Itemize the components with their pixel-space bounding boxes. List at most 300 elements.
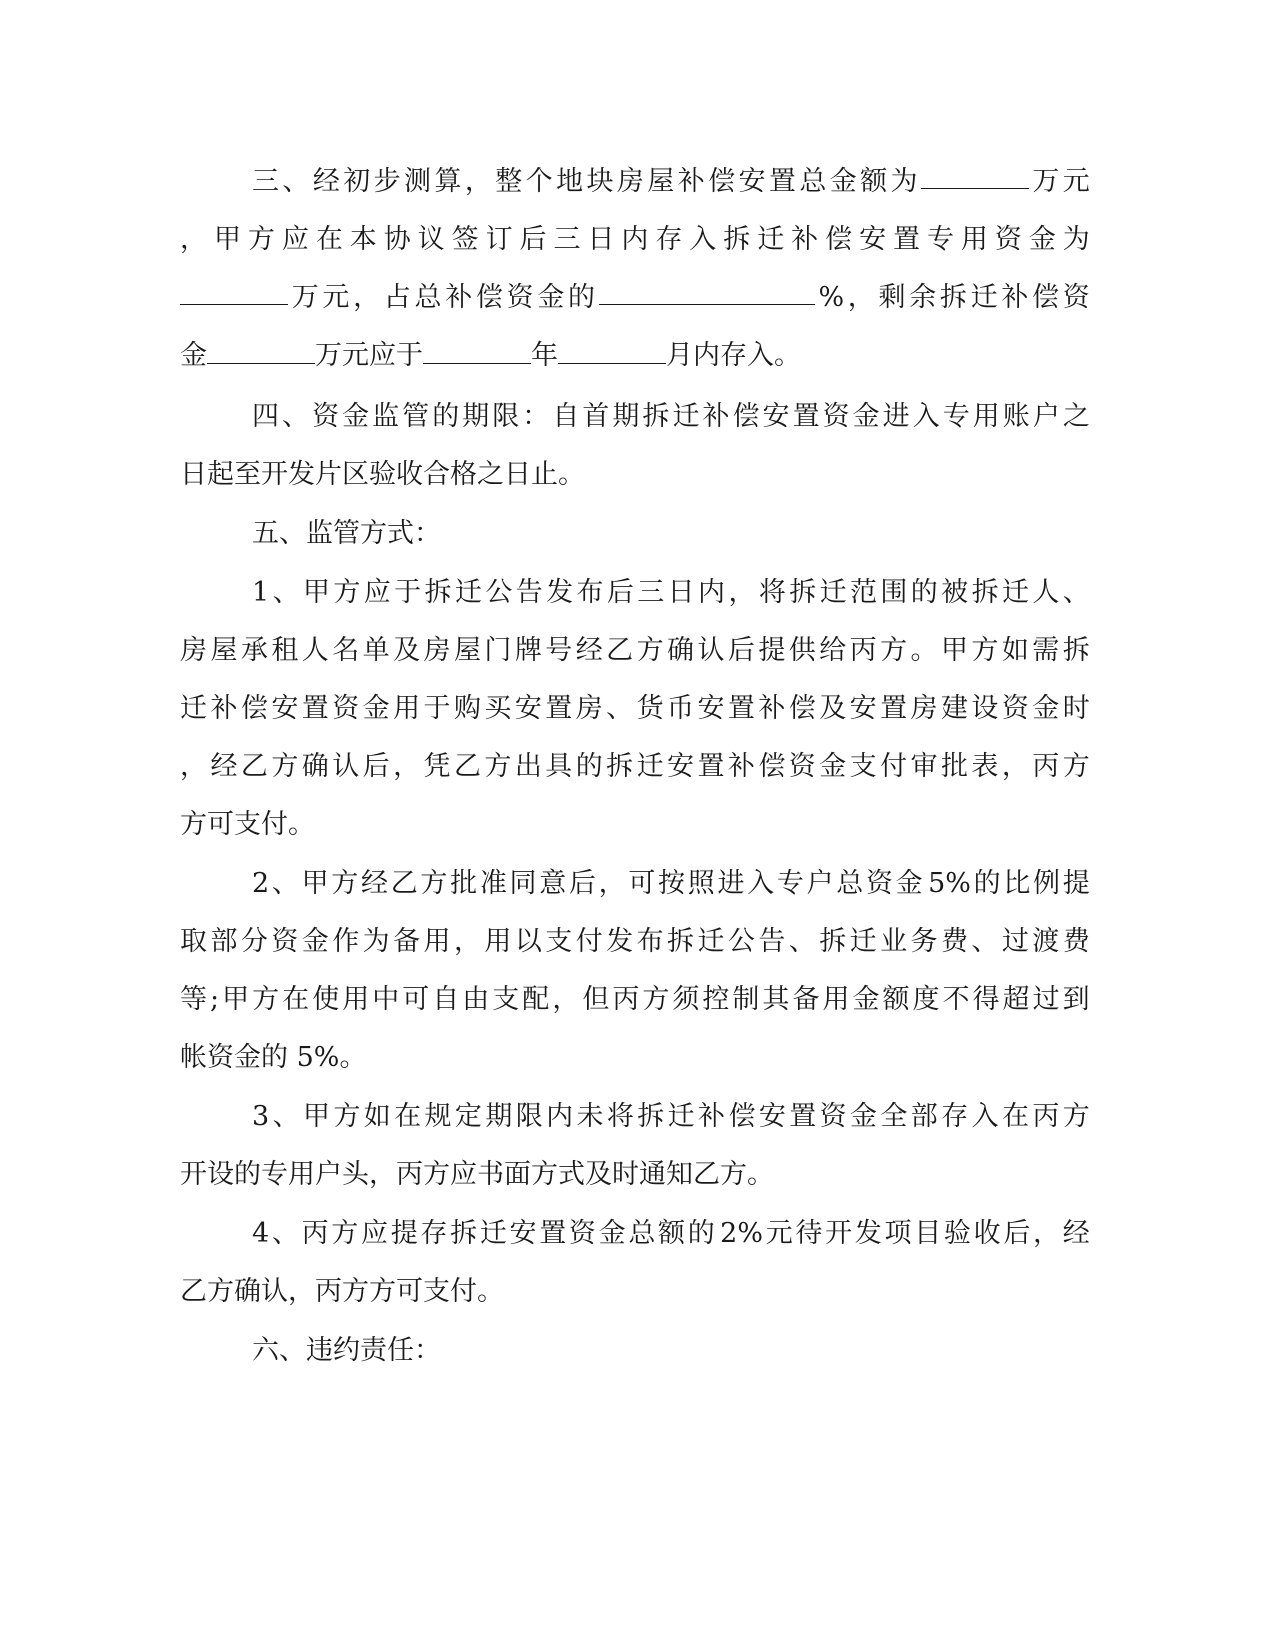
text-glyph: 迁	[454, 577, 482, 608]
text-glyph: ，	[728, 577, 756, 608]
text-glyph: ，	[393, 751, 421, 782]
text-glyph: 剩	[878, 282, 906, 313]
text-glyph: 补	[702, 401, 730, 432]
text-glyph: 及	[585, 1159, 612, 1190]
text-glyph: 在	[394, 1101, 422, 1132]
text-glyph: 迁	[970, 282, 998, 313]
text-glyph: 屋	[453, 635, 481, 666]
text-glyph: 补	[1001, 282, 1029, 313]
text-glyph: 补	[210, 693, 238, 724]
text-glyph: 安	[762, 401, 790, 432]
text-glyph: 户	[806, 868, 834, 899]
text-glyph: 丙	[612, 984, 640, 1015]
text-glyph: 提	[1062, 868, 1090, 899]
text-glyph: 期	[462, 401, 490, 432]
text-glyph: 偿	[758, 751, 786, 782]
text-glyph: 安	[859, 224, 887, 255]
section4-line-2	[180, 455, 1090, 495]
text-glyph: 补	[677, 166, 705, 197]
text-glyph: 置	[697, 751, 725, 782]
text-glyph: 房	[180, 635, 207, 666]
text-glyph: 的	[687, 1218, 715, 1249]
text-glyph: 金	[537, 282, 565, 313]
text-glyph: 资	[1062, 282, 1090, 313]
text-glyph: 三	[252, 166, 279, 197]
text-glyph: 方	[331, 868, 359, 899]
text-glyph: 准	[479, 868, 507, 899]
text-glyph: 拆	[642, 401, 670, 432]
text-glyph: 批	[450, 868, 478, 899]
text-glyph: 门	[484, 635, 512, 666]
text-glyph: 内	[546, 1101, 574, 1132]
text-glyph: 元	[322, 282, 350, 313]
text-glyph: 用	[484, 926, 512, 957]
text-glyph: 表	[971, 751, 999, 782]
text-glyph: 帐	[180, 1042, 207, 1073]
text-glyph: 乙	[180, 1276, 207, 1307]
text-glyph: ：	[414, 518, 441, 549]
text-glyph: 人	[301, 635, 329, 666]
text-glyph: 在	[315, 224, 343, 255]
text-glyph: 支	[234, 809, 261, 840]
text-glyph: 发	[288, 459, 315, 490]
text-glyph: 迁	[1001, 577, 1029, 608]
text-glyph: 格	[450, 459, 477, 490]
text-glyph: 过	[1032, 984, 1060, 1015]
text-glyph: 开	[180, 1159, 207, 1190]
text-glyph: 入	[912, 401, 940, 432]
text-glyph: 偿	[1032, 282, 1060, 313]
text-glyph: 名	[332, 635, 360, 666]
text-glyph: 提	[390, 1218, 418, 1249]
text-glyph: 、	[971, 926, 999, 957]
text-glyph: 偿	[240, 693, 268, 724]
text-glyph: 之	[477, 459, 504, 490]
text-glyph: 方	[720, 1159, 747, 1190]
item3-line-2	[180, 1155, 1090, 1195]
text-glyph: 方	[971, 635, 999, 666]
text-glyph: 超	[1002, 984, 1030, 1015]
text-glyph: 用	[342, 984, 370, 1015]
text-glyph: 、	[606, 693, 634, 724]
text-glyph: 议	[417, 224, 445, 255]
text-glyph	[288, 1042, 297, 1073]
text-glyph: 金	[362, 693, 390, 724]
text-glyph: 置	[301, 693, 329, 724]
text-glyph: 告	[758, 926, 786, 957]
text-glyph: 乙	[240, 751, 268, 782]
text-glyph: 全	[880, 1101, 908, 1132]
text-glyph: 牌	[514, 635, 542, 666]
text-glyph: 应	[369, 340, 396, 371]
item1-line-4	[180, 747, 1090, 787]
text-glyph: ，	[464, 166, 492, 197]
text-glyph: 金	[850, 1101, 877, 1132]
text-glyph: 额	[882, 984, 910, 1015]
text-glyph: 偿	[728, 1101, 756, 1132]
text-glyph: 应	[361, 1218, 388, 1249]
fill-in-blank	[558, 337, 666, 364]
text-glyph: 甲	[302, 1101, 330, 1132]
text-glyph: 丙	[396, 1159, 423, 1190]
text-glyph: 置	[880, 693, 908, 724]
text-glyph: 经	[210, 751, 238, 782]
text-glyph: 号	[545, 635, 573, 666]
text-glyph: 甲	[301, 868, 329, 899]
text-glyph: 。	[774, 340, 801, 371]
text-glyph: 取	[180, 926, 207, 957]
text-glyph: ，	[1033, 1218, 1061, 1249]
text-glyph: 之	[1062, 401, 1090, 432]
text-glyph: 方	[342, 1276, 369, 1307]
text-glyph: 专	[926, 224, 954, 255]
text-glyph: 部	[910, 1101, 938, 1132]
text-glyph: 2	[252, 868, 270, 899]
text-glyph: 验	[943, 1218, 971, 1249]
text-glyph: 度	[912, 984, 940, 1015]
text-glyph: ，	[288, 1276, 315, 1307]
text-glyph: 总	[628, 1218, 656, 1249]
text-glyph: 金	[598, 1218, 626, 1249]
text-glyph: 签	[451, 224, 479, 255]
text-glyph: 公	[727, 926, 755, 957]
text-glyph: 头	[342, 1159, 369, 1190]
text-glyph: 协	[383, 224, 411, 255]
text-glyph: 步	[373, 166, 401, 197]
text-glyph: 丙	[1032, 751, 1060, 782]
text-glyph: 应	[450, 1159, 477, 1190]
text-glyph: 补	[758, 693, 786, 724]
fill-in-blank	[423, 337, 531, 364]
text-glyph: 确	[667, 635, 694, 666]
text-glyph: 金	[234, 1042, 261, 1073]
text-glyph: 总	[799, 166, 827, 197]
section3-line-4	[180, 336, 1090, 376]
text-glyph: 供	[788, 635, 816, 666]
text-glyph: 资	[1001, 693, 1029, 724]
text-glyph: 方	[333, 1101, 361, 1132]
text-glyph: 经	[1062, 1218, 1090, 1249]
text-glyph: 将	[758, 577, 786, 608]
section6-heading	[252, 1331, 1090, 1371]
text-glyph: 进	[882, 401, 910, 432]
text-glyph: 屋	[647, 166, 675, 197]
text-glyph: 方	[247, 224, 275, 255]
text-glyph: 资	[568, 1218, 596, 1249]
text-glyph: 入	[747, 340, 774, 371]
text-glyph: 房	[616, 166, 644, 197]
text-glyph: 偿	[732, 401, 760, 432]
text-glyph: 。	[477, 1276, 504, 1307]
text-glyph: 迁	[757, 224, 785, 255]
text-glyph: 配	[522, 984, 550, 1015]
text-glyph: 拆	[450, 1218, 478, 1249]
text-glyph: 内	[621, 224, 649, 255]
text-glyph: 人	[1032, 577, 1060, 608]
text-glyph: 收	[396, 459, 423, 490]
text-glyph: 丙	[315, 1276, 342, 1307]
text-glyph: 2%	[720, 1218, 763, 1249]
text-glyph: 同	[509, 868, 537, 899]
text-glyph: 5%	[296, 1042, 340, 1073]
text-glyph: 补	[698, 1101, 726, 1132]
text-glyph: 制	[732, 984, 760, 1015]
text-glyph: 安	[758, 1101, 786, 1132]
text-glyph: 专	[776, 868, 804, 899]
text-glyph: 占	[383, 282, 411, 313]
text-glyph: 资	[865, 868, 893, 899]
text-glyph: 金	[852, 984, 880, 1015]
text-glyph: 后	[362, 751, 390, 782]
text-glyph: 具	[545, 751, 573, 782]
text-glyph: 开	[825, 1218, 853, 1249]
text-glyph: 时	[612, 1159, 639, 1190]
text-glyph: 通	[639, 1159, 666, 1190]
text-glyph: 监	[306, 518, 333, 549]
text-glyph: 金	[829, 166, 857, 197]
fill-in-blank	[921, 162, 1029, 189]
text-glyph: 个	[525, 166, 553, 197]
text-glyph: 。	[910, 635, 938, 666]
text-glyph: 、	[279, 1335, 306, 1366]
item1-line-1	[252, 573, 1090, 613]
text-glyph: 资	[788, 751, 816, 782]
text-glyph: 日	[667, 577, 695, 608]
text-glyph: 等	[180, 984, 207, 1015]
text-glyph: 式	[558, 1159, 585, 1190]
text-glyph: 三	[637, 577, 665, 608]
text-glyph: 、	[272, 1101, 300, 1132]
text-glyph: 需	[1032, 635, 1060, 666]
text-glyph: 拆	[637, 1101, 665, 1132]
text-glyph: 金	[180, 340, 207, 371]
text-glyph: 安	[514, 693, 542, 724]
text-glyph: 在	[282, 984, 310, 1015]
text-glyph: 的	[234, 1159, 261, 1190]
text-glyph: 后	[1003, 1218, 1031, 1249]
text-glyph: 给	[819, 635, 847, 666]
text-glyph: 经	[312, 166, 340, 197]
text-glyph: 的	[973, 868, 1001, 899]
text-glyph: 控	[702, 984, 730, 1015]
text-glyph: 及	[393, 635, 421, 666]
text-glyph: 应	[281, 224, 309, 255]
text-glyph: 买	[484, 693, 512, 724]
text-glyph: 、	[271, 868, 299, 899]
text-glyph: 围	[880, 577, 908, 608]
text-glyph: 年	[531, 340, 558, 371]
text-glyph: 的	[261, 1042, 288, 1073]
text-glyph: ，	[1001, 751, 1029, 782]
text-glyph: 置	[792, 401, 820, 432]
text-glyph: 金	[852, 401, 880, 432]
item4-line-1	[252, 1214, 1090, 1254]
item1-line-3	[180, 689, 1090, 729]
text-glyph: ，	[369, 1159, 396, 1190]
text-glyph: 专	[261, 1159, 288, 1190]
text-glyph: 单	[362, 635, 390, 666]
text-glyph: 拆	[606, 751, 634, 782]
text-glyph: 合	[423, 459, 450, 490]
text-glyph: 的	[432, 401, 460, 432]
text-glyph: 确	[234, 1276, 261, 1307]
text-glyph: 拆	[723, 224, 751, 255]
text-glyph: ，	[353, 282, 381, 313]
text-glyph: 可	[628, 868, 656, 899]
text-glyph: 付	[261, 809, 288, 840]
text-glyph: 经	[361, 868, 388, 899]
text-glyph: 资	[822, 401, 850, 432]
text-glyph: 账	[1002, 401, 1030, 432]
text-glyph: 支	[545, 926, 573, 957]
text-glyph: 比	[1003, 868, 1031, 899]
text-glyph: 经	[575, 635, 603, 666]
text-glyph: 认	[332, 751, 360, 782]
text-glyph: 建	[940, 693, 968, 724]
text-glyph: 应	[363, 577, 391, 608]
text-glyph: ，	[552, 984, 580, 1015]
text-glyph: 置	[727, 693, 755, 724]
text-glyph: 方	[369, 1276, 396, 1307]
text-glyph: 限	[515, 1101, 543, 1132]
text-glyph: 自	[432, 984, 460, 1015]
text-glyph: 置	[768, 166, 796, 197]
text-glyph: 拆	[971, 577, 999, 608]
text-glyph: 金	[1028, 224, 1056, 255]
text-glyph: 方	[423, 1159, 450, 1190]
text-glyph: 被	[941, 577, 969, 608]
text-glyph: 定	[454, 1101, 482, 1132]
text-glyph: 首	[582, 401, 610, 432]
text-glyph: 方	[1062, 751, 1090, 782]
text-glyph: 用	[288, 1159, 315, 1190]
text-glyph: 丙	[1032, 1101, 1060, 1132]
text-glyph: 置	[789, 1101, 817, 1132]
text-glyph: 甲	[940, 635, 968, 666]
text-glyph: ，	[453, 926, 481, 957]
text-glyph: 方	[271, 751, 299, 782]
text-glyph: 过	[1001, 926, 1029, 957]
text-glyph: 期	[485, 1101, 513, 1132]
text-glyph: 发	[854, 1218, 882, 1249]
text-glyph: 费	[1062, 926, 1090, 957]
text-glyph: 起	[207, 459, 234, 490]
text-glyph: 。	[747, 1159, 774, 1190]
text-glyph: 支	[423, 1276, 450, 1307]
text-glyph: 违	[306, 1335, 333, 1366]
text-glyph: 5%	[928, 868, 971, 899]
text-glyph: 备	[393, 926, 421, 957]
text-glyph: 房	[575, 693, 603, 724]
text-glyph: 不	[942, 984, 970, 1015]
text-glyph: 设	[207, 1159, 234, 1190]
text-glyph: 、	[282, 166, 310, 197]
text-glyph: 批	[940, 751, 968, 782]
text-glyph: 、	[282, 401, 310, 432]
text-glyph: 自	[552, 401, 580, 432]
item2-line-3	[180, 980, 1090, 1020]
item1-line-5	[180, 805, 1090, 845]
text-glyph: 乙	[606, 635, 634, 666]
text-glyph: 三	[553, 224, 581, 255]
text-glyph: 补	[445, 282, 473, 313]
text-glyph: 房	[423, 635, 451, 666]
text-glyph: ，	[598, 868, 626, 899]
text-glyph: 丙	[849, 635, 877, 666]
text-glyph: 、	[1062, 577, 1090, 608]
text-glyph: 专	[942, 401, 970, 432]
text-glyph: 迁	[672, 401, 700, 432]
text-glyph: 安	[849, 693, 877, 724]
text-glyph: 书	[477, 1159, 504, 1190]
text-glyph: 补	[727, 751, 755, 782]
text-glyph: 凭	[423, 751, 451, 782]
text-glyph: 、	[788, 926, 816, 957]
text-glyph: 限	[492, 401, 520, 432]
item2-line-4	[180, 1038, 1090, 1078]
text-glyph: 认	[697, 635, 725, 666]
text-glyph: 用	[972, 401, 1000, 432]
text-glyph: 五	[252, 518, 279, 549]
text-glyph: 确	[301, 751, 329, 782]
text-glyph: 余	[909, 282, 937, 313]
text-glyph: 迁	[636, 751, 664, 782]
text-glyph: 后	[519, 224, 547, 255]
text-glyph: 渡	[1032, 926, 1060, 957]
text-glyph: 1	[252, 577, 270, 608]
text-glyph: 业	[880, 926, 908, 957]
text-glyph: 安	[697, 693, 725, 724]
section3-line-1	[252, 162, 1090, 202]
text-glyph: 得	[972, 984, 1000, 1015]
text-glyph: 出	[514, 751, 542, 782]
text-glyph: 总	[414, 282, 442, 313]
text-glyph: 内	[693, 340, 720, 371]
text-glyph: 如	[363, 1101, 391, 1132]
text-glyph: 后	[568, 868, 596, 899]
text-glyph: 支	[492, 984, 520, 1015]
text-glyph: 的	[575, 751, 603, 782]
text-glyph: 、	[279, 518, 306, 549]
text-glyph: 安	[738, 166, 766, 197]
text-glyph: 迁	[479, 1218, 507, 1249]
text-glyph: 购	[453, 693, 481, 724]
text-glyph: 方	[331, 1218, 359, 1249]
text-glyph: 面	[504, 1159, 531, 1190]
text-glyph: 管	[333, 518, 360, 549]
text-glyph: 订	[485, 224, 513, 255]
text-glyph: 方	[420, 868, 448, 899]
text-glyph: 方	[252, 984, 280, 1015]
text-glyph: 入	[971, 1101, 999, 1132]
text-glyph: 范	[850, 577, 877, 608]
text-glyph: 乙	[390, 868, 418, 899]
text-glyph: 后	[727, 635, 755, 666]
text-glyph: 拆	[939, 282, 967, 313]
section3-line-3	[180, 278, 1090, 318]
text-glyph: 月	[666, 340, 693, 371]
text-glyph: 拆	[667, 926, 694, 957]
text-glyph: 方	[333, 577, 361, 608]
text-glyph: 万	[315, 340, 342, 371]
text-glyph: 到	[1062, 984, 1090, 1015]
text-glyph: 总	[836, 868, 864, 899]
text-glyph: 资	[332, 693, 360, 724]
item1-line-2	[180, 631, 1090, 671]
fill-in-blank	[180, 278, 288, 305]
text-glyph: 片	[315, 459, 342, 490]
item2-line-1	[252, 864, 1090, 904]
